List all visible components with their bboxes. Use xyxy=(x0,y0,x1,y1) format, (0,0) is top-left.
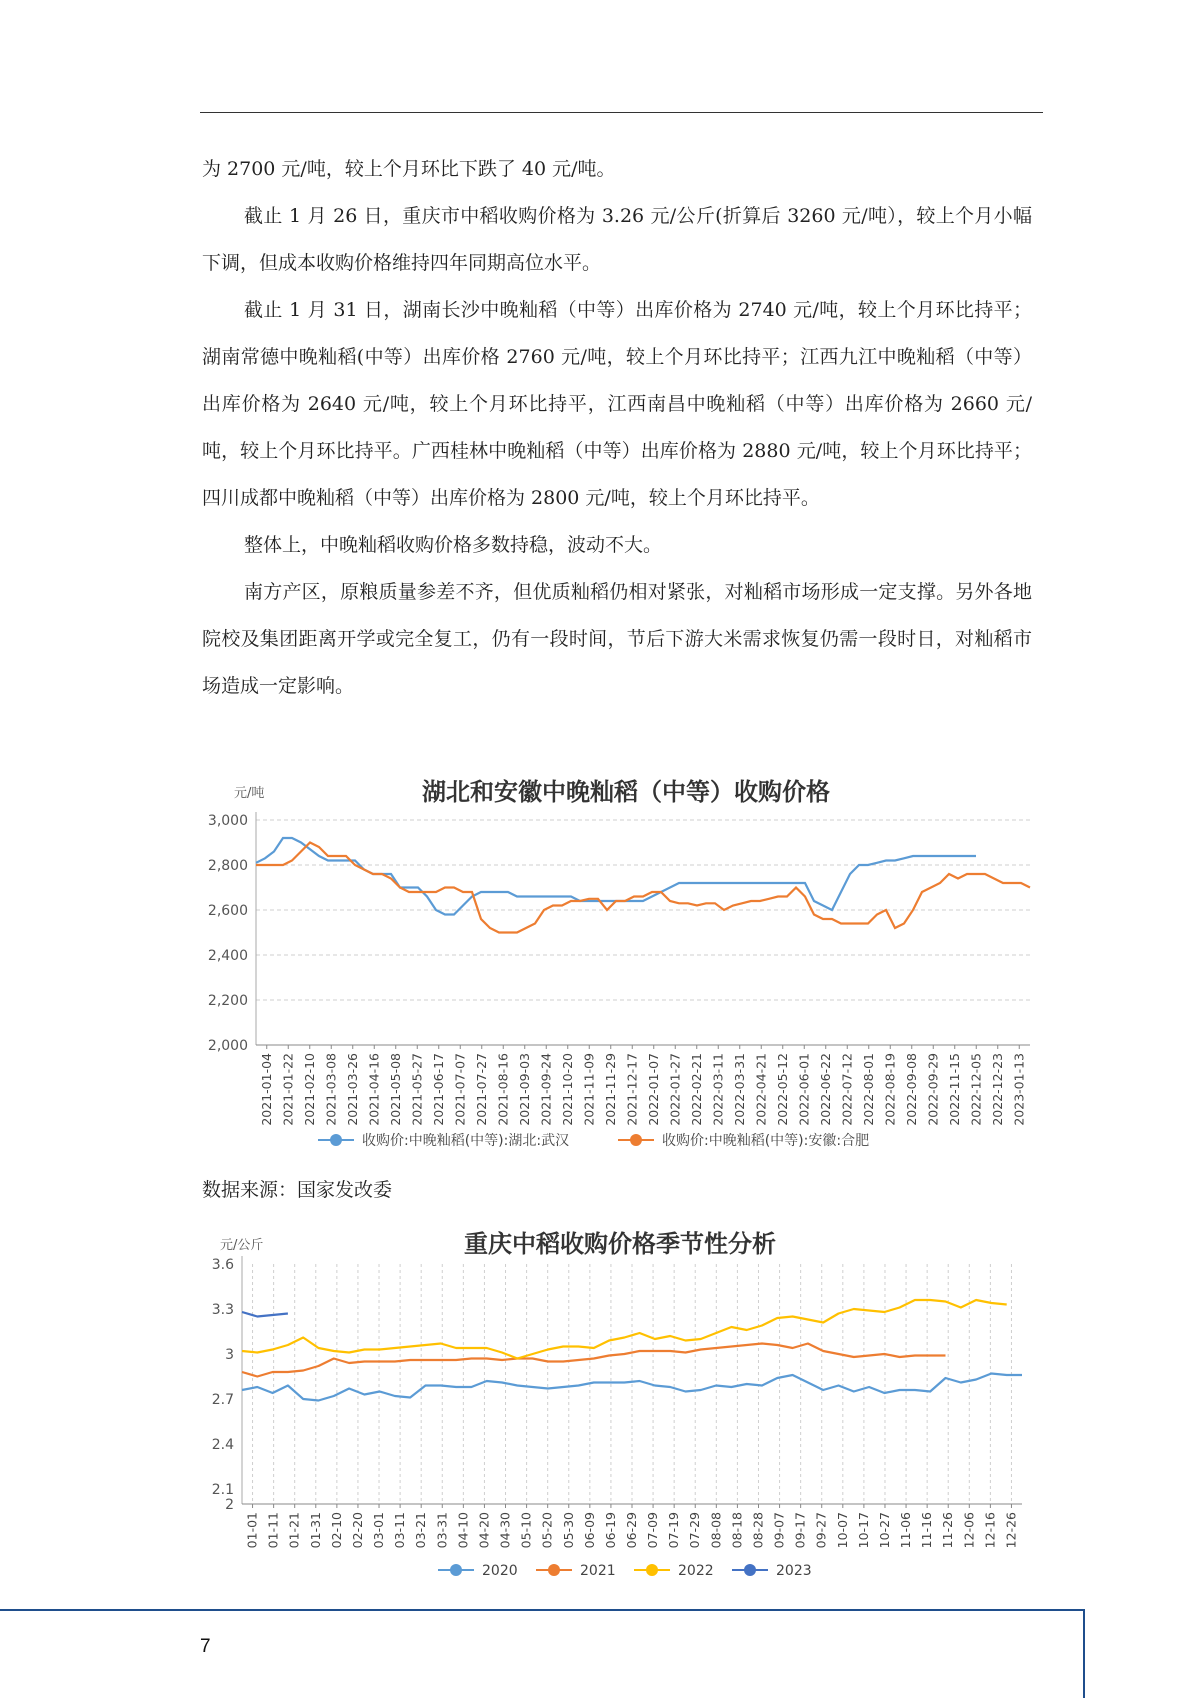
x-tick-label: 12-26 xyxy=(1003,1512,1019,1549)
x-tick-label: 2021-06-17 xyxy=(430,1053,446,1126)
x-tick-label: 2022-01-27 xyxy=(667,1053,683,1126)
x-tick-label: 12-16 xyxy=(982,1512,998,1549)
x-tick-label: 03-01 xyxy=(371,1512,387,1549)
x-tick-label: 10-07 xyxy=(834,1512,850,1549)
y-tick-label: 2,600 xyxy=(207,903,248,919)
series-line-2 xyxy=(242,1300,1007,1359)
x-tick-label: 2021-10-20 xyxy=(559,1053,575,1126)
x-tick-label: 2022-04-21 xyxy=(753,1053,769,1126)
x-tick-label: 08-08 xyxy=(708,1512,724,1549)
y-tick-label: 2,000 xyxy=(207,1038,248,1054)
legend-label-2: 2022 xyxy=(678,1563,714,1579)
x-tick-label: 11-26 xyxy=(940,1512,956,1549)
y-tick-label: 2,800 xyxy=(207,858,248,874)
legend-marker-0 xyxy=(330,1134,342,1146)
x-tick-label: 2021-05-27 xyxy=(409,1053,425,1126)
paragraph-2: 截止 1 月 26 日，重庆市中稻收购价格为 3.26 元/公斤(折算后 3260 元/吨），较上个月小幅下调，但成本收购价格维持四年同期高位水平。 xyxy=(202,205,1032,274)
y-tick-label: 2.4 xyxy=(211,1437,234,1453)
y-tick-label: 3,000 xyxy=(207,813,248,829)
x-tick-label: 03-21 xyxy=(413,1512,429,1549)
x-tick-label: 2021-05-08 xyxy=(387,1053,403,1126)
x-tick-label: 11-16 xyxy=(919,1512,935,1549)
x-tick-label: 03-31 xyxy=(434,1512,450,1549)
x-tick-label: 2022-01-07 xyxy=(645,1053,661,1126)
legend-label-0: 2020 xyxy=(482,1563,518,1579)
x-tick-label: 09-27 xyxy=(813,1512,829,1549)
x-tick-label: 2022-08-01 xyxy=(860,1053,876,1126)
x-tick-label: 01-31 xyxy=(307,1512,323,1549)
x-tick-label: 2021-02-10 xyxy=(301,1053,317,1126)
y-tick-label: 3 xyxy=(225,1347,234,1363)
x-tick-label: 01-21 xyxy=(286,1512,302,1549)
x-tick-label: 04-10 xyxy=(455,1512,471,1549)
y-tick-label: 2 xyxy=(225,1497,234,1513)
x-tick-label: 10-27 xyxy=(876,1512,892,1549)
x-tick-label: 01-11 xyxy=(265,1512,281,1549)
x-tick-label: 2021-11-29 xyxy=(602,1053,618,1126)
legend-label-1: 收购价:中晚籼稻(中等):安徽:合肥 xyxy=(662,1133,870,1149)
x-tick-label: 2021-03-08 xyxy=(323,1053,339,1126)
x-tick-label: 2022-12-23 xyxy=(989,1053,1005,1126)
x-tick-label: 08-28 xyxy=(750,1512,766,1549)
x-tick-label: 07-09 xyxy=(645,1512,661,1549)
x-tick-label: 2022-06-01 xyxy=(796,1053,812,1126)
x-tick-label: 03-11 xyxy=(392,1512,408,1549)
x-tick-label: 2022-07-12 xyxy=(839,1053,855,1126)
x-tick-label: 02-20 xyxy=(349,1512,365,1549)
x-tick-label: 2021-09-24 xyxy=(538,1053,554,1126)
source-note: 数据来源：国家发改委 xyxy=(202,1179,393,1201)
x-tick-label: 2022-11-15 xyxy=(946,1053,962,1126)
unit-label: 元/公斤 xyxy=(220,1238,264,1253)
y-tick-label: 3.6 xyxy=(211,1257,234,1273)
chart-title: 重庆中稻收购价格季节性分析 xyxy=(464,1230,776,1258)
body-text xyxy=(202,146,1032,710)
x-tick-label: 12-06 xyxy=(961,1512,977,1549)
x-tick-label: 05-30 xyxy=(560,1512,576,1549)
x-tick-label: 2021-01-04 xyxy=(258,1053,274,1126)
x-tick-label: 07-29 xyxy=(687,1512,703,1549)
header-rule xyxy=(200,112,1043,113)
x-tick-label: 2022-05-12 xyxy=(774,1053,790,1126)
x-tick-label: 2022-08-19 xyxy=(882,1053,898,1126)
x-tick-label: 10-17 xyxy=(855,1512,871,1549)
x-tick-label: 2021-09-03 xyxy=(516,1053,532,1126)
x-tick-label: 2021-08-16 xyxy=(495,1053,511,1126)
y-tick-label: 2,200 xyxy=(207,993,248,1009)
footer-rule xyxy=(0,1609,1085,1611)
x-tick-label: 2022-12-05 xyxy=(968,1053,984,1126)
x-tick-label: 2022-03-11 xyxy=(710,1053,726,1126)
paragraph-3: 截止 1 月 31 日，湖南长沙中晚籼稻（中等）出库价格为 2740 元/吨，较上个月环比持平；湖南常德中晚籼稻(中等）出库价格 2760 元/吨，较上个月环比持平；江西九江中晚籼稻（中等）出库价格为 2640 元/吨，较上个月环比持平，江西南昌中晚籼稻（中等）出库价格为 2660 元/吨，较上个月环比持平。广西桂林中晚籼稻（中等）出库价格为 2880 元/吨，较上个月环比持平；四川成都中晚籼稻（中等）出库价格为 2800 元/吨，较上个月环比持平。 xyxy=(202,299,1032,509)
x-tick-label: 02-10 xyxy=(328,1512,344,1549)
x-tick-label: 06-29 xyxy=(624,1512,639,1549)
x-tick-label: 05-20 xyxy=(539,1512,555,1549)
page-number: 7 xyxy=(200,1636,211,1657)
legend-label-0: 收购价:中晚籼稻(中等):湖北:武汉 xyxy=(362,1133,570,1149)
legend-marker-1 xyxy=(548,1564,560,1576)
x-tick-label: 01-01 xyxy=(244,1512,260,1549)
chart-hubei-anhui xyxy=(190,770,1040,1150)
x-tick-label: 09-17 xyxy=(792,1512,808,1549)
chart-title: 湖北和安徽中晚籼稻（中等）收购价格 xyxy=(422,778,830,806)
legend-label-3: 2023 xyxy=(776,1563,812,1579)
chart-chongqing-seasonal xyxy=(190,1222,1040,1582)
chart-hubei-anhui-svg xyxy=(190,770,1040,1150)
x-tick-label: 04-20 xyxy=(476,1512,492,1549)
x-tick-label: 07-19 xyxy=(666,1512,682,1549)
x-tick-label: 06-19 xyxy=(602,1512,618,1549)
legend-marker-3 xyxy=(744,1564,756,1576)
x-tick-label: 2022-06-22 xyxy=(817,1053,833,1126)
x-tick-label: 2021-04-16 xyxy=(366,1053,382,1126)
series-line-3 xyxy=(242,1312,288,1317)
x-tick-label: 2021-12-17 xyxy=(624,1053,640,1126)
x-tick-label: 11-06 xyxy=(898,1512,914,1549)
x-tick-label: 2021-07-27 xyxy=(473,1053,489,1126)
x-tick-label: 04-30 xyxy=(497,1512,513,1549)
x-tick-label: 2021-01-22 xyxy=(280,1053,296,1126)
paragraph-5: 南方产区，原粮质量参差不齐，但优质籼稻仍相对紧张，对籼稻市场形成一定支撑。另外各地院校及集团距离开学或完全复工，仍有一段时间，节后下游大米需求恢复仍需一段时日，对籼稻市场造成一定影响。 xyxy=(202,581,1032,697)
x-tick-label: 2022-09-08 xyxy=(903,1053,919,1126)
x-tick-label: 08-18 xyxy=(729,1512,745,1549)
x-tick-label: 2023-01-13 xyxy=(1011,1053,1027,1126)
x-tick-label: 06-09 xyxy=(581,1512,597,1549)
x-tick-label: 2022-09-29 xyxy=(925,1053,941,1126)
x-tick-label: 2022-03-31 xyxy=(731,1053,747,1126)
paragraph-4: 整体上，中晚籼稻收购价格多数持稳，波动不大。 xyxy=(244,534,663,556)
x-tick-label: 05-10 xyxy=(518,1512,534,1549)
x-tick-label: 2021-11-09 xyxy=(581,1053,597,1126)
y-tick-label: 2,400 xyxy=(207,948,248,964)
unit-label: 元/吨 xyxy=(234,786,265,801)
legend-label-1: 2021 xyxy=(580,1563,616,1579)
series-line-0 xyxy=(256,838,976,915)
x-tick-label: 2021-07-07 xyxy=(452,1053,468,1126)
y-tick-label: 3.3 xyxy=(211,1302,234,1318)
legend-marker-0 xyxy=(450,1564,462,1576)
legend-marker-1 xyxy=(630,1134,642,1146)
chart-chongqing-seasonal-svg xyxy=(190,1222,1040,1582)
paragraph-1: 为 2700 元/吨，较上个月环比下跌了 40 元/吨。 xyxy=(202,158,616,180)
x-tick-label: 2021-03-26 xyxy=(344,1053,360,1126)
footer-rule-vertical xyxy=(1083,1609,1085,1698)
x-tick-label: 09-07 xyxy=(771,1512,787,1549)
y-tick-label: 2.1 xyxy=(211,1482,234,1498)
legend-marker-2 xyxy=(646,1564,658,1576)
x-tick-label: 2022-02-21 xyxy=(688,1053,704,1126)
y-tick-label: 2.7 xyxy=(211,1392,234,1408)
